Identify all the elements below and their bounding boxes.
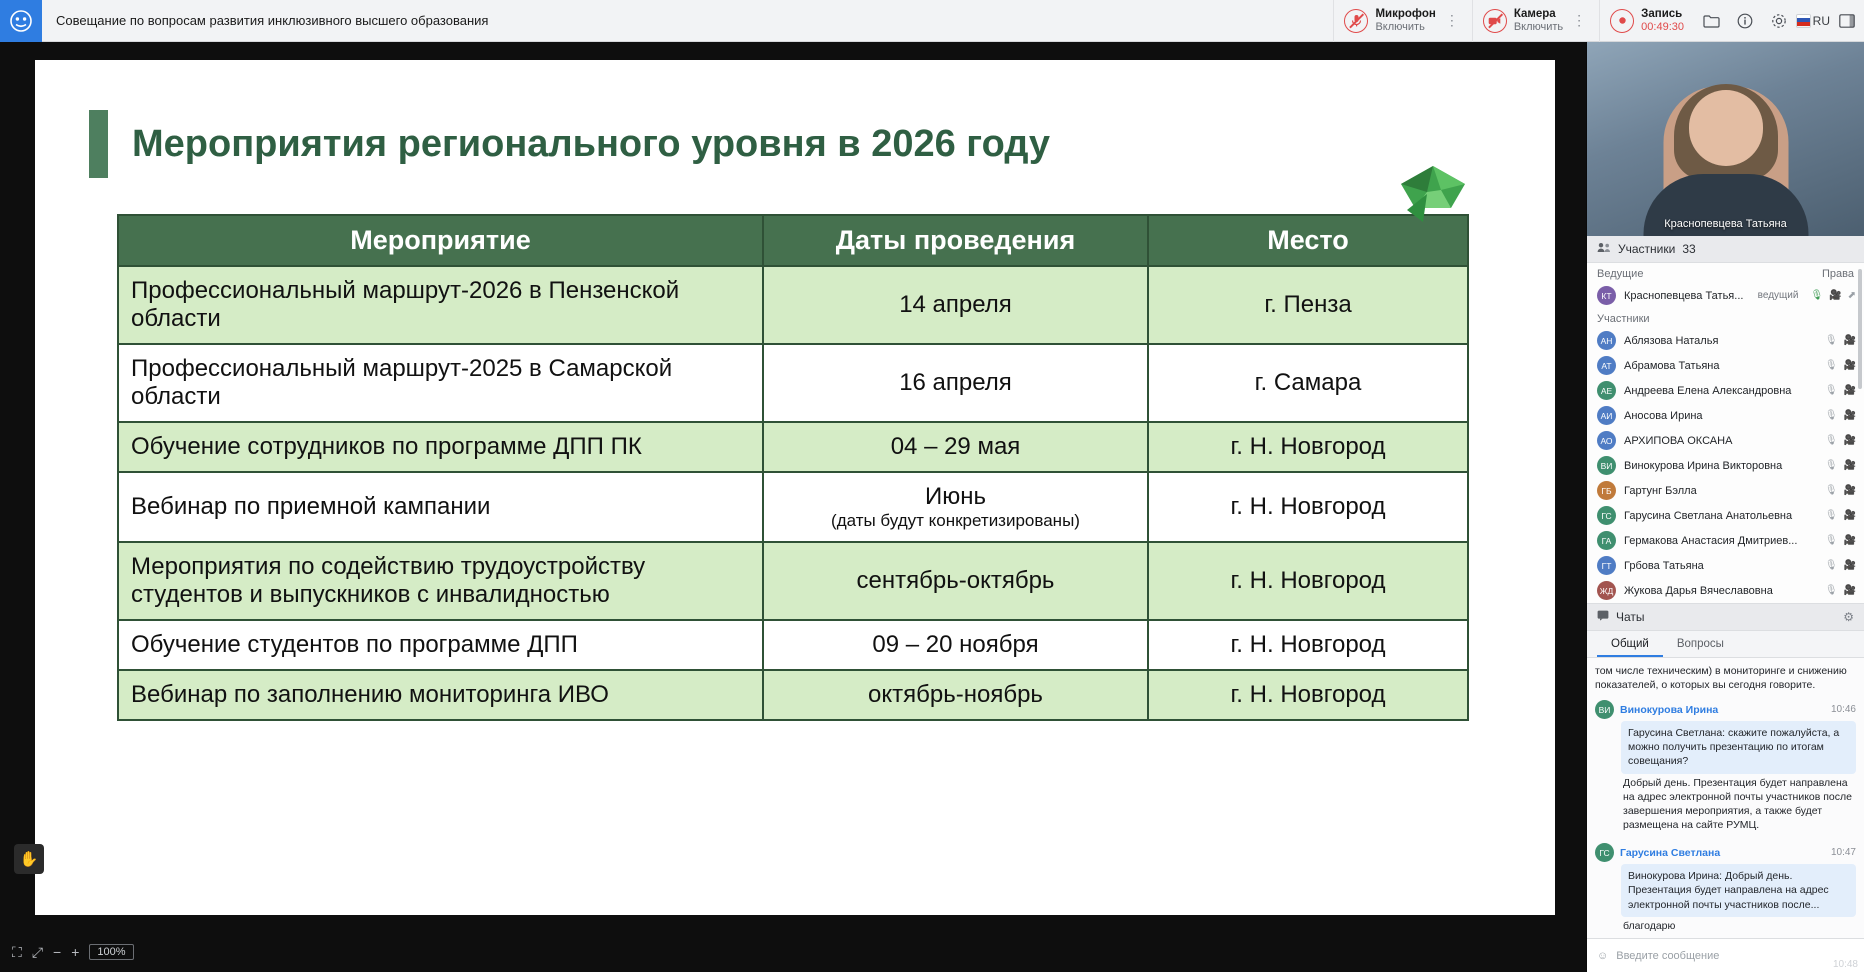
chat-icon: [1597, 610, 1609, 624]
meeting-title: Совещание по вопросам развития инклюзивного высшего образования: [56, 13, 489, 28]
record-labels: [1641, 8, 1684, 34]
camera-off-icon[interactable]: 🎥: [1843, 510, 1856, 522]
cell-dates: [763, 472, 1148, 542]
avatar: ГА: [1597, 531, 1616, 550]
avatar: ВИ: [1597, 456, 1616, 475]
slide-title: Мероприятия регионального уровня в 2026 году: [132, 122, 1051, 165]
list-item[interactable]: [1587, 553, 1864, 578]
participant-name: Андреева Елена Александровна: [1624, 384, 1792, 397]
slide-title-row: [89, 110, 1555, 178]
info-icon[interactable]: [1728, 0, 1762, 42]
list-item[interactable]: [1587, 578, 1864, 603]
chat-quote: Гарусина Светлана: скажите пожалуйста, а можно получить презентацию по итогам совещания?: [1621, 721, 1856, 774]
main-body: [0, 42, 1864, 972]
mic-off-icon[interactable]: 🎙: [1824, 360, 1838, 372]
cell-event: Профессиональный маршрут-2025 в Самарской области: [118, 344, 763, 422]
th-place: Место: [1148, 215, 1468, 266]
participant-controls[interactable]: [1825, 435, 1856, 446]
list-item[interactable]: [1587, 353, 1864, 378]
mic-off-icon[interactable]: 🎙: [1824, 335, 1838, 347]
cell-dates: октябрь-ноябрь: [763, 670, 1148, 720]
table-row: [118, 670, 1468, 720]
events-table: [117, 214, 1469, 721]
participant-controls[interactable]: [1825, 535, 1856, 546]
cell-event: Мероприятия по содействию трудоустройству студентов и выпускников с инвалидностью: [118, 542, 763, 620]
mic-control[interactable]: [1333, 0, 1471, 42]
camera-off-icon[interactable]: 🎥: [1843, 585, 1856, 597]
cell-place: г. Н. Новгород: [1148, 422, 1468, 472]
camera-state: Включить: [1513, 20, 1564, 33]
camera-off-icon[interactable]: 🎥: [1843, 460, 1856, 472]
avatar: АТ: [1597, 356, 1616, 375]
gear-icon[interactable]: [1762, 0, 1796, 42]
cell-dates: 16 апреля: [763, 344, 1148, 422]
cell-event: Обучение сотрудников по программе ДПП ПК: [118, 422, 763, 472]
cell-place: г. Пенза: [1148, 266, 1468, 344]
camera-control[interactable]: [1472, 0, 1599, 42]
list-item[interactable]: [1587, 528, 1864, 553]
participants-list[interactable]: [1587, 263, 1864, 603]
avatar-face: [1689, 90, 1763, 166]
participant-controls[interactable]: [1825, 560, 1856, 571]
cell-event: Обучение студентов по программе ДПП: [118, 620, 763, 670]
cell-dates: 09 – 20 ноября: [763, 620, 1148, 670]
mic-state: Включить: [1375, 20, 1425, 33]
avatar: ВИ: [1595, 700, 1614, 719]
table-row: [118, 620, 1468, 670]
participant-name: Винокурова Ирина Викторовна: [1624, 459, 1783, 472]
hosts-section-header: [1587, 263, 1864, 283]
cell-event: Профессиональный маршрут-2026 в Пензенской области: [118, 266, 763, 344]
table-row: [118, 542, 1468, 620]
list-item[interactable]: [1587, 428, 1864, 453]
avatar: АИ: [1597, 406, 1616, 425]
mic-off-icon[interactable]: 🎙: [1824, 560, 1838, 572]
chat-author: Гарусина Светлана: [1620, 846, 1721, 859]
smile-icon[interactable]: ☺: [1597, 949, 1609, 962]
top-bar: [0, 0, 1864, 42]
chat-header[interactable]: [1587, 603, 1864, 630]
cell-place: г. Н. Новгород: [1148, 542, 1468, 620]
table-row: [118, 472, 1468, 542]
record-control[interactable]: [1599, 0, 1694, 42]
chat-messages[interactable]: [1587, 658, 1864, 938]
hand-icon[interactable]: ✋: [14, 844, 44, 874]
participant-name: Гермакова Анастасия Дмитриев...: [1624, 534, 1798, 547]
mic-off-icon[interactable]: 🎙: [1824, 410, 1838, 422]
mic-label: Микрофон: [1375, 7, 1436, 20]
presentation-stage: [0, 42, 1586, 972]
participant-controls[interactable]: [1825, 510, 1856, 521]
mic-off-icon: [1344, 9, 1368, 33]
cell-dates: сентябрь-октябрь: [763, 542, 1148, 620]
camera-off-icon[interactable]: 🎥: [1843, 485, 1856, 497]
chat-message-header: [1595, 843, 1856, 862]
tab-general[interactable]: Общий: [1597, 631, 1663, 657]
list-item[interactable]: [1587, 283, 1864, 308]
camera-menu-button[interactable]: ⋮: [1572, 12, 1588, 28]
chat-input-placeholder[interactable]: Введите сообщение: [1616, 949, 1720, 962]
record-timer: 00:49:30: [1641, 20, 1684, 33]
participant-name: Краснопевцева Татья...: [1624, 289, 1744, 302]
camera-off-icon[interactable]: 🎥: [1843, 535, 1856, 547]
record-icon: [1610, 9, 1634, 33]
avatar: ГС: [1595, 843, 1614, 862]
participant-controls[interactable]: [1825, 360, 1856, 371]
mic-menu-button[interactable]: ⋮: [1444, 12, 1460, 28]
camera-icon[interactable]: 🎥: [1829, 290, 1842, 302]
list-item[interactable]: [1587, 328, 1864, 353]
slide-area: [0, 42, 1586, 932]
title-accent-bar: [89, 110, 108, 178]
camera-off-icon[interactable]: 🎥: [1843, 385, 1856, 397]
list-item[interactable]: [1587, 453, 1864, 478]
participants-label: Участники: [1618, 242, 1676, 257]
participant-controls[interactable]: [1825, 485, 1856, 496]
right-panel: [1586, 42, 1864, 972]
participant-name: Абрамова Татьяна: [1624, 359, 1720, 372]
self-video-name: Краснопевцева Татьяна: [1664, 217, 1787, 230]
avatar: ЖД: [1597, 581, 1616, 600]
cell-dates: 04 – 29 мая: [763, 422, 1148, 472]
camera-off-icon[interactable]: 🎥: [1843, 335, 1856, 347]
share-icon[interactable]: ⬈: [1847, 290, 1856, 302]
list-item[interactable]: [1587, 403, 1864, 428]
chat-input-row[interactable]: [1587, 938, 1864, 972]
expand-icon[interactable]: ⤢: [31, 943, 44, 960]
th-event: Мероприятие: [118, 215, 763, 266]
hosts-label: Ведущие: [1597, 268, 1644, 281]
participant-name: Аблязова Наталья: [1624, 334, 1719, 347]
clipped-message: том числе техническим) в мониторинге и снижению показателей, о которых вы сегодня говорите.: [1595, 664, 1847, 691]
participants-icon: [1597, 242, 1611, 256]
table-row: [118, 266, 1468, 344]
gear-icon[interactable]: ⚙: [1843, 609, 1854, 624]
rights-label: Права: [1822, 268, 1854, 281]
mic-off-icon[interactable]: 🎙: [1824, 510, 1838, 522]
list-item[interactable]: [1587, 378, 1864, 403]
cell-dates-note: (даты будут конкретизированы): [831, 511, 1080, 530]
mic-labels: [1375, 8, 1435, 34]
participant-name: АРХИПОВА ОКСАНА: [1624, 434, 1733, 447]
camera-off-icon[interactable]: 🎥: [1843, 435, 1856, 447]
participant-controls[interactable]: [1825, 460, 1856, 471]
chat-message: [1595, 700, 1856, 834]
tab-questions[interactable]: Вопросы: [1676, 637, 1724, 650]
camera-off-icon[interactable]: 🎥: [1843, 410, 1856, 422]
cell-event: Вебинар по заполнению мониторинга ИВО: [118, 670, 763, 720]
list-item[interactable]: [1587, 503, 1864, 528]
chat-label: Чаты: [1616, 609, 1645, 624]
avatar: ГБ: [1597, 481, 1616, 500]
zoom-out-button[interactable]: −: [53, 944, 62, 960]
cell-dates: 14 апреля: [763, 266, 1148, 344]
chat-text: благодарю: [1623, 919, 1676, 932]
camera-off-icon[interactable]: 🎥: [1843, 360, 1856, 372]
avatar: ГС: [1597, 506, 1616, 525]
cell-place: г. Н. Новгород: [1148, 472, 1468, 542]
folder-icon[interactable]: [1694, 0, 1728, 42]
participant-name: Гарусина Светлана Анатольевна: [1624, 509, 1793, 522]
participant-name: Жукова Дарья Вячеславовна: [1624, 584, 1773, 597]
chat-message-header: [1595, 700, 1856, 719]
avatar: КТ: [1597, 286, 1616, 305]
participants-count: 33: [1682, 242, 1696, 257]
clock: 10:48: [1832, 959, 1858, 970]
list-item[interactable]: [1587, 478, 1864, 503]
cell-place: г. Н. Новгород: [1148, 620, 1468, 670]
mic-off-icon[interactable]: 🎙: [1824, 485, 1838, 497]
chat-time: 10:47: [1830, 847, 1856, 859]
chat-tabs: [1587, 631, 1864, 658]
participant-controls[interactable]: [1825, 385, 1856, 396]
mic-icon[interactable]: 🎙: [1810, 290, 1824, 302]
cell-place: г. Самара: [1148, 344, 1468, 422]
table-header-row: [118, 215, 1468, 266]
russia-flag-icon: [1796, 14, 1811, 28]
slide-toolbar: [0, 932, 1586, 972]
guests-label: Участники: [1597, 313, 1650, 326]
camera-off-icon: [1483, 9, 1507, 33]
participants-scrollbar[interactable]: [1858, 269, 1862, 389]
camera-label: Камера: [1513, 7, 1556, 20]
participant-controls[interactable]: [1825, 410, 1856, 421]
camera-labels: [1514, 8, 1563, 34]
mic-off-icon[interactable]: 🎙: [1824, 585, 1838, 597]
app-logo-icon: [0, 0, 42, 42]
cell-place: г. Н. Новгород: [1148, 670, 1468, 720]
slide: [35, 60, 1555, 915]
participants-header[interactable]: [1587, 236, 1864, 263]
participant-name: Грбова Татьяна: [1624, 559, 1704, 572]
zoom-in-button[interactable]: +: [71, 944, 80, 960]
fit-screen-icon[interactable]: ⛶: [12, 943, 22, 960]
chat-message: [1595, 843, 1856, 935]
mic-off-icon[interactable]: 🎙: [1824, 385, 1838, 397]
language-switcher[interactable]: [1796, 0, 1830, 42]
zoom-level[interactable]: 100%: [89, 944, 133, 960]
avatar: АЕ: [1597, 381, 1616, 400]
chat-time: 10:46: [1830, 704, 1856, 716]
guests-section-header: [1587, 308, 1864, 328]
layout-icon[interactable]: [1830, 0, 1864, 42]
table-row: [118, 422, 1468, 472]
mic-off-icon[interactable]: 🎙: [1824, 460, 1838, 472]
cell-dates-main: Июнь: [924, 483, 986, 510]
chat-text: Добрый день. Презентация будет направлена на адрес электронной почты участников после завершения мероприятия, а также будет размещена на сайте РУМЦ.: [1623, 776, 1852, 832]
green-gem-logo: [1397, 164, 1469, 226]
language-label: RU: [1812, 13, 1830, 28]
participant-role: ведущий: [1757, 290, 1799, 302]
avatar: ГТ: [1597, 556, 1616, 575]
participant-name: Аносова Ирина: [1624, 409, 1703, 422]
mic-off-icon[interactable]: 🎙: [1824, 435, 1838, 447]
record-label: Запись: [1641, 7, 1683, 20]
participant-controls[interactable]: [1825, 585, 1856, 596]
mic-off-icon[interactable]: 🎙: [1824, 535, 1838, 547]
avatar: АН: [1597, 331, 1616, 350]
cell-event: Вебинар по приемной кампании: [118, 472, 763, 542]
avatar: АО: [1597, 431, 1616, 450]
th-dates: Даты проведения: [763, 215, 1148, 266]
participant-controls[interactable]: [1810, 290, 1856, 301]
chat-quote: Винокурова Ирина: Добрый день. Презентация будет направлена на адрес электронной почты участников после...: [1621, 864, 1856, 917]
self-video-tile[interactable]: [1587, 42, 1864, 236]
participant-controls[interactable]: [1825, 335, 1856, 346]
camera-off-icon[interactable]: 🎥: [1843, 560, 1856, 572]
table-row: [118, 344, 1468, 422]
chat-author: Винокурова Ирина: [1620, 703, 1719, 716]
participant-name: Гартунг Бэлла: [1624, 484, 1697, 497]
